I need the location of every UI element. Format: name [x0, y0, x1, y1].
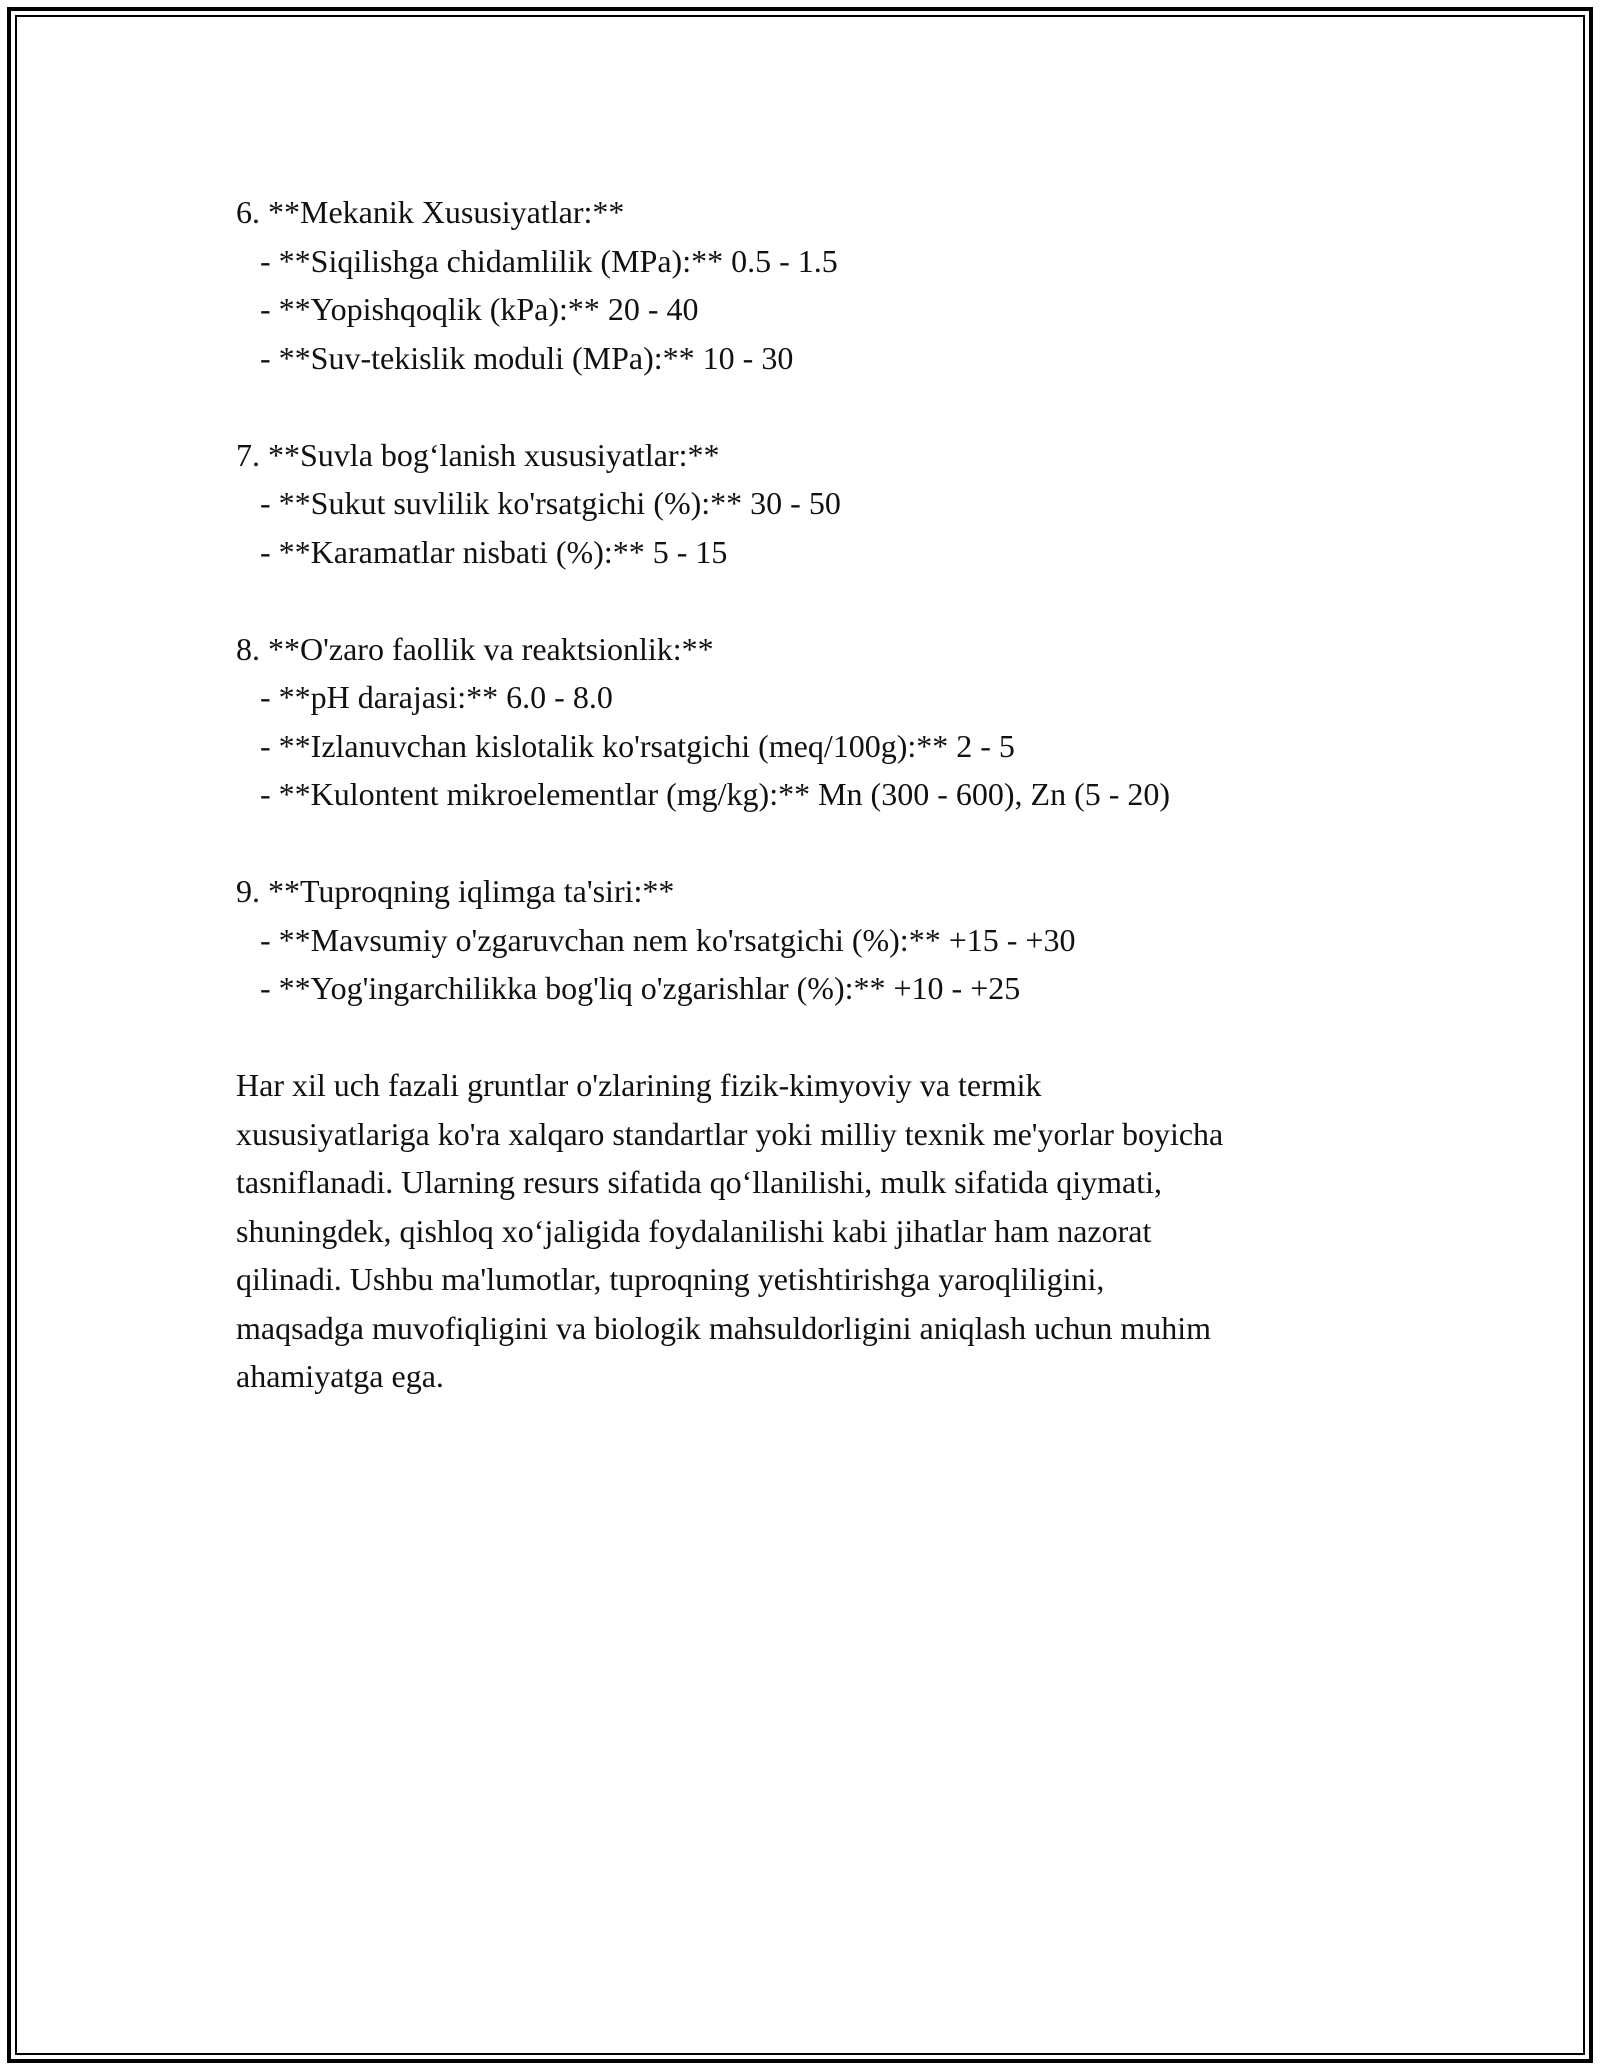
paragraph-line: maqsadga muvofiqligini va biologik mahsuldorligini aniqlash uchun muhim — [236, 1309, 1211, 1346]
section-heading: 8. **O'zaro faollik va reaktsionlik:** — [236, 630, 714, 667]
list-item: - **Yog'ingarchilikka bog'liq o'zgarishlar (%):** +10 - +25 — [236, 970, 1021, 1006]
document-body — [236, 188, 1396, 1401]
list-item: - **Siqilishga chidamlilik (MPa):** 0.5 - 1.5 — [236, 242, 838, 279]
section-mechanical-properties — [236, 188, 1396, 382]
paragraph-line: qilinadi. Ushbu ma'lumotlar, tuproqning yetishtirishga yaroqliligini, — [236, 1261, 1105, 1297]
paragraph-line: tasniflanadi. Ularning resurs sifatida qo‘llanilishi, mulk sifatida qiymati, — [236, 1164, 1163, 1200]
paragraph-line: xususiyatlariga ko'ra xalqaro standartlar yoki milliy texnik me'yorlar boyicha — [236, 1115, 1224, 1152]
paragraph-line: ahamiyatga ega. — [236, 1358, 444, 1394]
list-item: - **Karamatlar nisbati (%):** 5 - 15 — [236, 533, 728, 570]
section-water-binding-properties — [236, 431, 1396, 577]
list-item: - **Izlanuvchan kislotalik ko'rsatgichi (meq/100g):** 2 - 5 — [236, 727, 1015, 764]
list-item: - **Sukut suvlilik ko'rsatgichi (%):** 30 - 50 — [236, 485, 841, 521]
summary-paragraph — [236, 1061, 1396, 1401]
section-heading: 7. **Suvla bog‘lanish xususiyatlar:** — [236, 436, 720, 473]
list-item: - **Yopishqoqlik (kPa):** 20 - 40 — [236, 291, 699, 327]
section-heading: 9. **Tuproqning iqlimga ta'siri:** — [236, 873, 675, 909]
paragraph-line: shuningdek, qishloq xo‘jaligida foydalanilishi kabi jihatlar ham nazorat — [236, 1212, 1152, 1249]
paragraph-line: Har xil uch fazali gruntlar o'zlarining fizik-kimyoviy va termik — [236, 1067, 1042, 1103]
section-heading: 6. **Mekanik Xususiyatlar:** — [236, 194, 625, 230]
list-item: - **Kulontent mikroelementlar (mg/kg):** Mn (300 - 600), Zn (5 - 20) — [236, 776, 1171, 812]
list-item: - **pH darajasi:** 6.0 - 8.0 — [236, 679, 613, 715]
list-item: - **Mavsumiy o'zgaruvchan nem ko'rsatgichi (%):** +15 - +30 — [236, 921, 1076, 958]
list-item: - **Suv-tekislik moduli (MPa):** 10 - 30 — [236, 339, 794, 376]
section-climate-influence — [236, 867, 1396, 1013]
section-reactivity — [236, 625, 1396, 819]
